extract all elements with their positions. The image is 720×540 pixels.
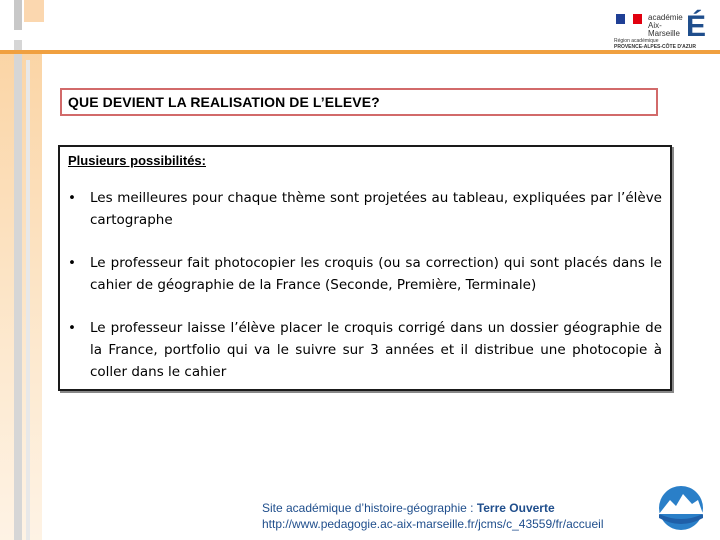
top-left-gray-bar bbox=[14, 0, 22, 30]
bullet-icon: • bbox=[68, 190, 76, 206]
logo-academie-line1: académie bbox=[648, 13, 683, 22]
footer-site-line bbox=[262, 500, 603, 516]
slide-title: QUE DEVIENT LA REALISATION DE L’ELEVE? bbox=[68, 94, 380, 110]
bullet-text: Les meilleures pour chaque thème sont projetées au tableau, expliquées par l’élève cartographe bbox=[90, 190, 662, 228]
bullet-icon: • bbox=[68, 320, 76, 336]
logo-academie-line2: Aix-Marseille bbox=[648, 21, 681, 38]
content-heading: Plusieurs possibilités: bbox=[68, 153, 206, 168]
title-box bbox=[60, 88, 658, 116]
logo-academie-text bbox=[648, 14, 688, 38]
bullet-list bbox=[68, 187, 662, 404]
logo-region-line2: PROVENCE-ALPES-CÔTE D'AZUR bbox=[614, 44, 697, 50]
list-item bbox=[68, 252, 662, 296]
svg-text:É: É bbox=[686, 10, 707, 40]
academie-logo-icon bbox=[684, 6, 708, 40]
globe-logo-icon bbox=[652, 484, 710, 532]
logo-region-line1: Région académique bbox=[614, 38, 659, 44]
left-gray-bar bbox=[14, 40, 22, 540]
footer bbox=[262, 500, 603, 532]
list-item bbox=[68, 317, 662, 383]
content-box bbox=[58, 145, 672, 391]
footer-url-link[interactable]: http://www.pedagogie.ac-aix-marseille.fr/jcms/c_43559/fr/accueil bbox=[262, 517, 604, 531]
left-light-bar bbox=[26, 60, 30, 540]
bullet-icon: • bbox=[68, 255, 76, 271]
footer-site-prefix: Site académique d’histoire-géographie : bbox=[262, 501, 477, 515]
academie-logo bbox=[612, 6, 712, 52]
list-item bbox=[68, 187, 662, 231]
flag-icon bbox=[616, 14, 642, 24]
logo-region-text bbox=[614, 38, 712, 50]
footer-site-link[interactable]: Terre Ouverte bbox=[476, 501, 555, 515]
bullet-text: Le professeur laisse l’élève placer le croquis corrigé dans un dossier géographie de la France, portfolio qui va le suivre sur 3 années et il distribue une photocopie à coller dans le cahier bbox=[90, 320, 662, 380]
top-left-orange-accent bbox=[24, 0, 44, 22]
bullet-text: Le professeur fait photocopier les croquis (ou sa correction) qui sont placés dans le cahier de géographie de la France (Seconde, Première, Terminale) bbox=[90, 255, 662, 293]
